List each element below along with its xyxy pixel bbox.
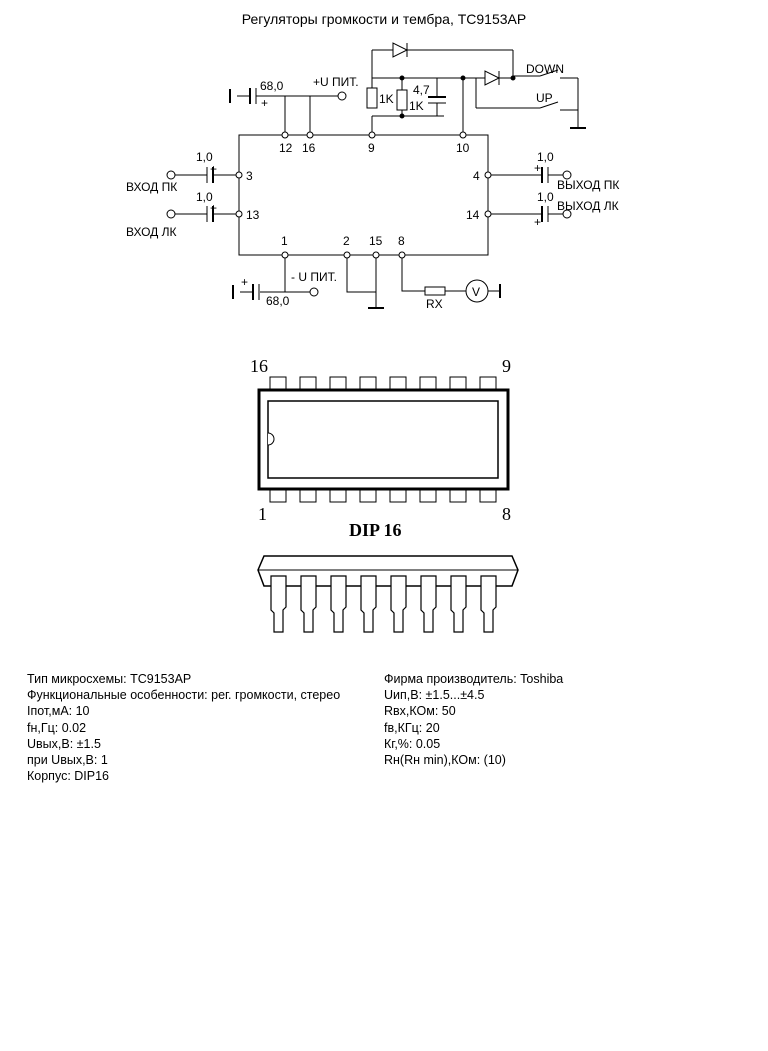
cap-plus-sign: + [261,96,269,110]
cap-out-2-plus: + [534,215,542,229]
cap-out-1-label: 1,0 [537,150,554,164]
pin-16-label: 16 [302,141,316,155]
dip-pin-1-label: 1 [258,504,267,524]
dip-pin-8-label: 8 [502,504,511,524]
pin-2-dot [344,252,350,258]
spec-at-uout: при Uвых,В: 1 [27,752,108,767]
pin-9-dot [369,132,375,138]
pin-14-dot [485,211,491,217]
spec-package: Корпус: DIP16 [27,769,110,784]
pin-12-dot [282,132,288,138]
spec-fn: fн,Гц: 0.02 [27,720,87,735]
dip16-top-view [259,377,508,502]
down-label: DOWN [526,62,564,76]
res-1k-b-label: 1K [409,99,424,113]
cap-4-7-label: 4,7 [413,83,430,97]
spec-supply-voltage: Uип,В: ±1.5...±4.5 [384,688,485,703]
pin-2-label: 2 [343,234,350,248]
pin-1-label: 1 [281,234,288,248]
pin-3-label: 3 [246,169,253,183]
pin-8-label: 8 [398,234,405,248]
top-pins [270,377,496,390]
pin-3-dot [236,172,242,178]
dip-pin-16-label: 16 [250,356,268,376]
out-left-label: ВЫХОД ЛК [557,199,619,213]
diagram-title: Регуляторы громкости и тембра, TC9153AP [241,11,527,27]
cap-in-2-plus: + [210,201,218,215]
cap-out-1-plus: + [534,161,542,175]
schematic [167,43,586,308]
pin-1-dot [282,252,288,258]
pin-12-label: 12 [279,141,293,155]
meter-label: V [472,285,481,299]
dip16-side-view [258,556,518,632]
cap-in-1-label: 1,0 [196,150,213,164]
pin-15-dot [373,252,379,258]
pin-4-dot [485,172,491,178]
spec-current: Iпот,мА: 10 [27,704,90,719]
spec-rload: Rн(Rн min),КОм: (10) [384,752,506,767]
vcc-pos-label: +U ПИТ. [313,75,359,89]
pin-15-label: 15 [369,234,383,248]
rx-label: RX [426,297,443,311]
side-body [258,556,518,586]
pin-13-label: 13 [246,208,260,222]
out-right-label: ВЫХОД ПК [557,178,620,192]
cap-bottom-plus: + [241,275,249,289]
res-1k-a-label: 1K [379,92,394,106]
specs-left [27,671,340,784]
pin-10-label: 10 [456,141,470,155]
cap-in-1-plus: + [210,162,218,176]
spec-rin: Rвх,КОм: 50 [384,704,456,719]
pin-13-dot [236,211,242,217]
spec-uout: Uвых,В: ±1.5 [27,736,101,751]
dip-body-inner [268,401,498,478]
pin-14-label: 14 [466,208,480,222]
pin-9-label: 9 [368,141,375,155]
spec-features: Функциональные особенности: рег. громкости, стерео [27,688,341,703]
cap-supply-bottom-label: 68,0 [266,294,290,308]
pin-10-dot [460,132,466,138]
pin-8-dot [399,252,405,258]
spec-thd: Кг,%: 0.05 [384,736,441,751]
cap-supply-top-label: 68,0 [260,79,284,93]
pin-16-dot [307,132,313,138]
specs-right [384,671,563,768]
vcc-neg-label: - U ПИТ. [291,270,337,284]
in-left-label: ВХОД ЛК [126,225,177,239]
ic-body [239,135,488,255]
package-name: DIP 16 [349,520,402,540]
spec-type: Тип микросхемы: TC9153AP [27,672,192,686]
dip-pin-9-label: 9 [502,356,511,376]
up-label: UP [536,91,553,105]
bottom-pins [270,489,496,502]
cap-out-2-label: 1,0 [537,190,554,204]
in-right-label: ВХОД ПК [126,180,178,194]
pin-4-label: 4 [473,169,480,183]
spec-manufacturer: Фирма производитель: Toshiba [384,672,564,686]
spec-fv: fв,КГц: 20 [384,720,440,735]
cap-in-2-label: 1,0 [196,190,213,204]
